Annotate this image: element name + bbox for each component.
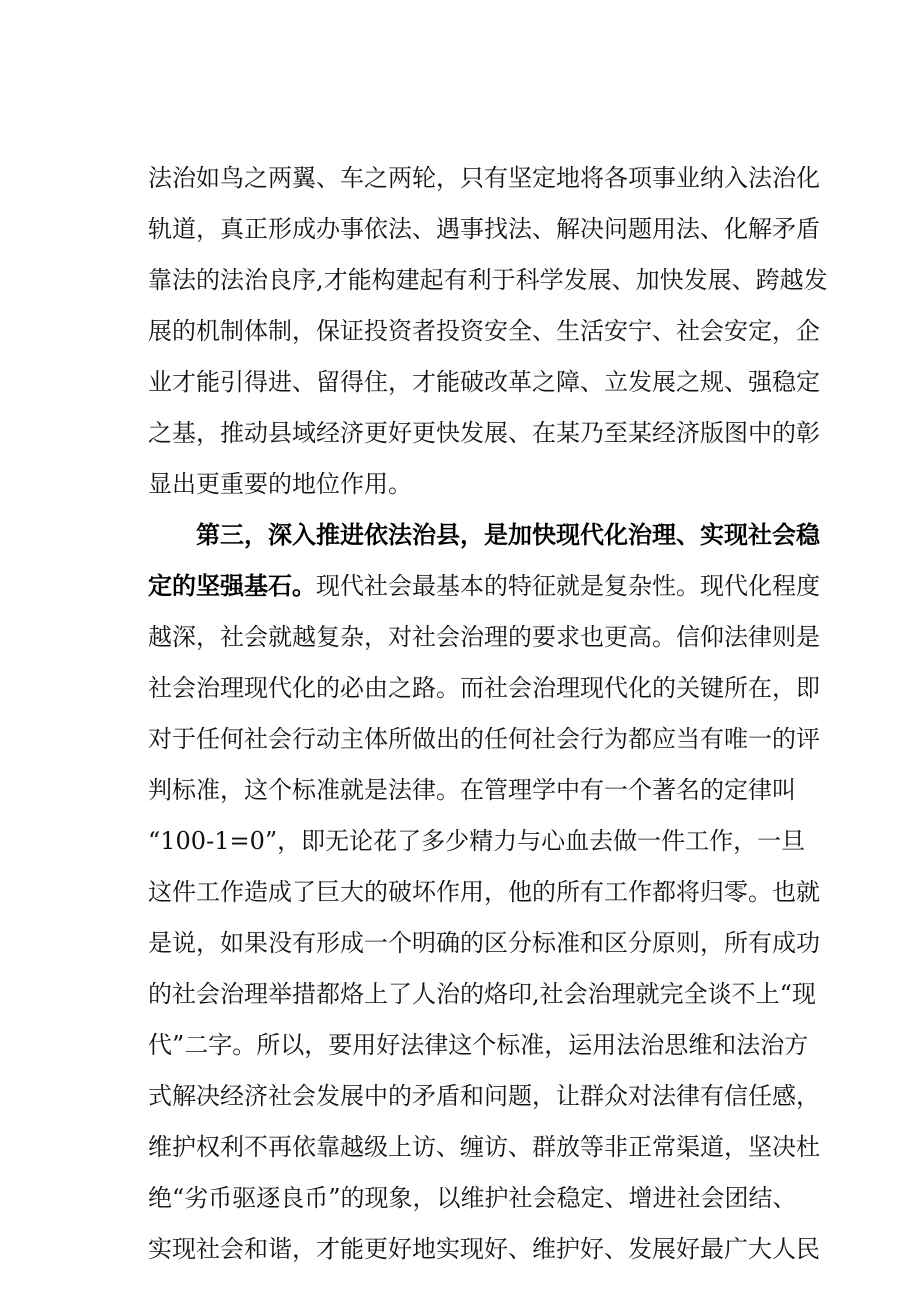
paragraph-line: 绝“劣币驱逐良币”的现象，以维护社会稳定、增进社会团结、	[148, 1184, 797, 1212]
paragraph-line: 显出更重要的地位作用。	[148, 470, 412, 498]
paragraph-line: 社会治理现代化的必由之路。而社会治理现代化的关键所在，即	[148, 674, 820, 702]
paragraph-line: 实现社会和谐，才能更好地实现好、维护好、发展好最广大人民	[148, 1235, 820, 1263]
paragraph-line: 判标准，这个标准就是法律。在管理学中有一个著名的定律叫	[148, 776, 796, 804]
paragraph-text: 现代社会最基本的特征就是复杂性。现代化程度	[316, 572, 820, 600]
paragraph-line: 这件工作造成了巨大的破坏作用，他的所有工作都将归零。也就	[148, 878, 820, 906]
paragraph-line: 之基，推动县域经济更好更快发展、在某乃至某经济版图中的彰	[148, 419, 820, 447]
paragraph-line: 代”二字。所以，要用好法律这个标准，运用法治思维和法治方	[148, 1031, 809, 1059]
paragraph-line: 是说，如果没有形成一个明确的区分标准和区分原则，所有成功	[148, 929, 820, 957]
paragraph-line: 式解决经济社会发展中的矛盾和问题，让群众对法律有信任感，	[148, 1082, 820, 1110]
section-heading-end: 定的坚强基石。	[148, 571, 316, 600]
paragraph-line: 轨道，真正形成办事依法、遇事找法、解决问题用法、化解矛盾	[148, 215, 820, 243]
paragraph-line: 业才能引得进、留得住，才能破改革之障、立发展之规、强稳定	[148, 368, 820, 396]
paragraph-line: 的社会治理举措都烙上了人治的烙印,社会治理就完全谈不上“现	[148, 980, 816, 1008]
paragraph-line: 靠法的法治良序,才能构建起有利于科学发展、加快发展、跨越发	[148, 266, 828, 294]
paragraph-line: 展的机制体制，保证投资者投资安全、生活安宁、社会安定，企	[148, 317, 820, 345]
paragraph-line: “100-1=0”，即无论花了多少精力与心血去做一件工作，一旦	[148, 827, 806, 855]
paragraph-line: 法治如鸟之两翼、车之两轮，只有坚定地将各项事业纳入法治化	[148, 164, 820, 192]
paragraph-line: 维护权利不再依靠越级上访、缠访、群放等非正常渠道，坚决杜	[148, 1133, 820, 1161]
paragraph-line: 越深，社会就越复杂，对社会治理的要求也更高。信仰法律则是	[148, 623, 820, 651]
paragraph-line: 对于任何社会行动主体所做出的任何社会行为都应当有唯一的评	[148, 725, 820, 753]
section-heading: 第三，深入推进依法治县，是加快现代化治理、实现社会稳	[196, 520, 820, 549]
paragraph-line	[148, 566, 820, 606]
